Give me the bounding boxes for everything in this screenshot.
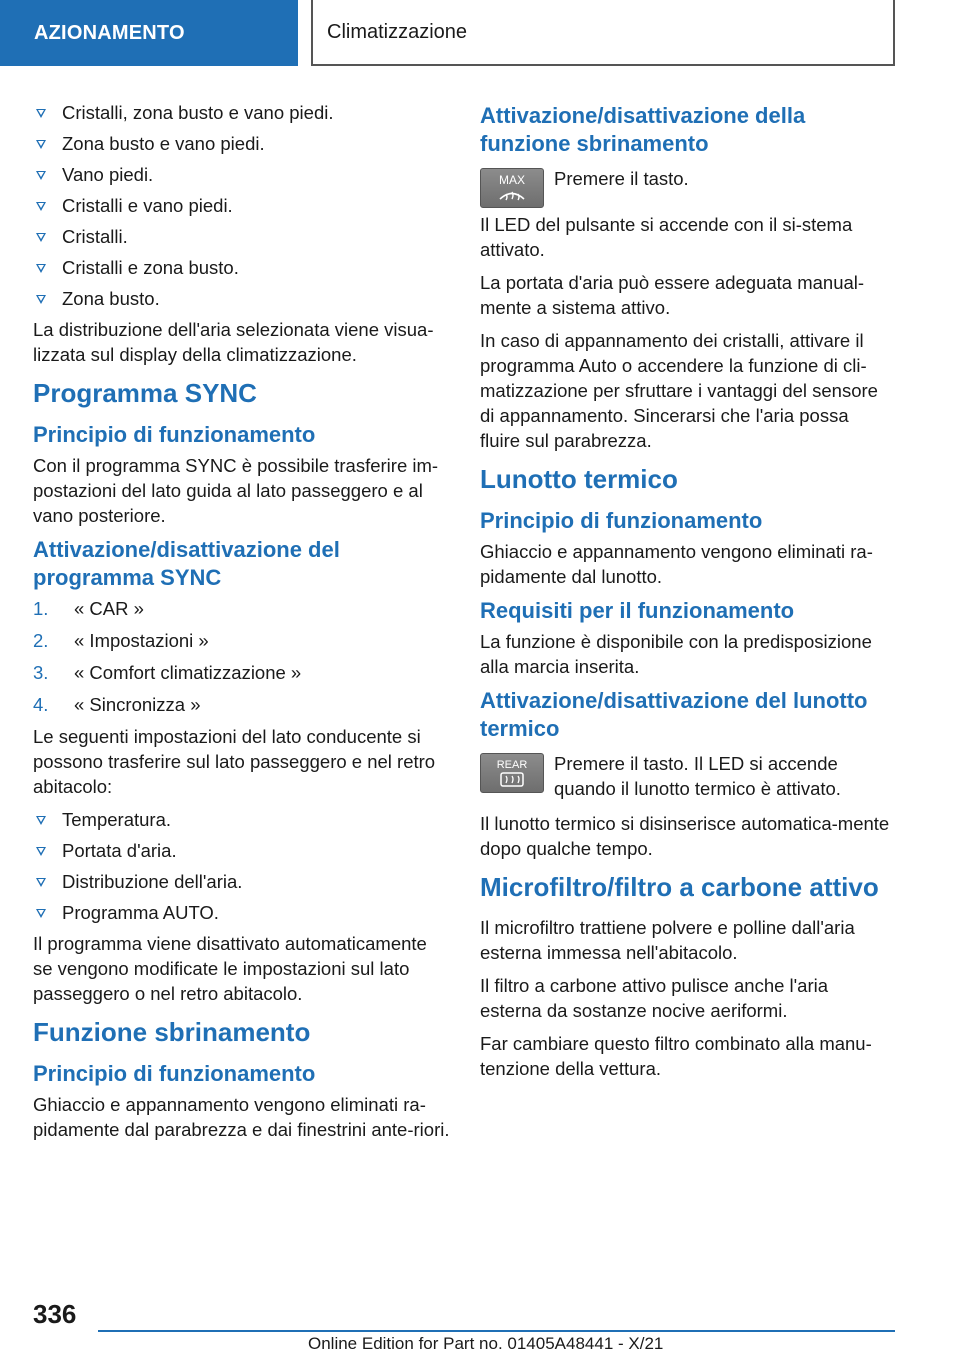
page-header <box>0 0 960 66</box>
triangle-bullet-icon <box>36 233 46 242</box>
defrost-heading: Funzione sbrinamento <box>33 1017 311 1047</box>
right-column <box>480 100 890 1089</box>
edition-note: Online Edition for Part no. 01405A48441 - X/21 <box>308 1334 664 1353</box>
max-defrost-row <box>480 166 890 208</box>
sync-activation-heading: Attivazione/disattivazione del programma SYNC <box>33 537 340 590</box>
left-column <box>33 100 451 1150</box>
sync-deactivation-text: Il programma viene disattivato automaticamente se vengono modificate le impostazioni sul lato passeggero o nel retro abitacolo. <box>33 933 427 1004</box>
step-number: 1. <box>33 598 49 619</box>
triangle-bullet-icon <box>36 816 46 825</box>
page-number: 336 <box>33 1299 77 1329</box>
sync-principle-text: Con il programma SYNC è possibile trasferire im-postazioni del lato guida al lato passeggero e al vano posteriore. <box>33 455 439 526</box>
rear-auto-off-text: Il lunotto termico si disinserisce automatica-mente dopo qualche tempo. <box>480 813 890 859</box>
list-item: 3. « Comfort climatizzazione » <box>33 662 302 683</box>
sync-heading: Programma SYNC <box>33 378 257 408</box>
filter-text-3: Far cambiare questo filtro combinato alla manu-tenzione della vettura. <box>480 1033 872 1079</box>
triangle-bullet-icon <box>36 909 46 918</box>
list-item: Programma AUTO. <box>33 900 451 925</box>
defrost-air-text: La portata d'aria può essere adeguata manual-mente a sistema attivo. <box>480 272 865 318</box>
air-distribution-list <box>33 100 451 311</box>
max-defrost-button-icon <box>480 168 544 208</box>
rear-defrost-button-icon <box>480 753 544 793</box>
list-item: Vano piedi. <box>33 162 451 187</box>
list-item: Zona busto e vano piedi. <box>33 131 451 156</box>
filter-text-1: Il microfiltro trattiene polvere e polline dall'aria esterna immessa nell'abitacolo. <box>480 917 855 963</box>
rear-window-heading: Lunotto termico <box>480 464 678 494</box>
filter-text-2: Il filtro a carbone attivo pulisce anche l'aria esterna da sostanze nocive aeriformi. <box>480 975 829 1021</box>
list-item: Portata d'aria. <box>33 838 451 863</box>
rear-principle-heading: Principio di funzionamento <box>480 508 763 533</box>
list-item: Cristalli e vano piedi. <box>33 193 451 218</box>
list-item: Cristalli. <box>33 224 451 249</box>
triangle-bullet-icon <box>36 295 46 304</box>
rear-label: REAR <box>496 759 528 771</box>
rear-press-text: Premere il tasto. Il LED si accende quando il lunotto termico è attivato. <box>554 753 841 799</box>
triangle-bullet-icon <box>36 847 46 856</box>
list-item: Cristalli, zona busto e vano piedi. <box>33 100 451 125</box>
filter-heading: Microfiltro/filtro a carbone attivo <box>480 872 879 902</box>
triangle-bullet-icon <box>36 202 46 211</box>
max-label: MAX <box>498 173 526 187</box>
triangle-bullet-icon <box>36 109 46 118</box>
rear-activation-heading: Attivazione/disattivazione del lunotto termico <box>480 688 868 741</box>
footer-divider <box>98 1330 895 1332</box>
chapter-title: Climatizzazione <box>311 0 895 66</box>
rear-defrost-row <box>480 751 890 807</box>
step-number: 2. <box>33 630 49 651</box>
list-item: Temperatura. <box>33 807 451 832</box>
list-item: 2. « Impostazioni » <box>33 630 209 651</box>
triangle-bullet-icon <box>36 171 46 180</box>
list-item: 1. « CAR » <box>33 598 144 619</box>
list-item: Distribuzione dell'aria. <box>33 869 451 894</box>
triangle-bullet-icon <box>36 878 46 887</box>
defrost-principle-text: Ghiaccio e appannamento vengono eliminati ra-pidamente dal parabrezza e dai finestrini ante-riori. <box>33 1094 450 1140</box>
step-number: 3. <box>33 662 49 683</box>
rear-requirements-text: La funzione è disponibile con la predisposizione alla marcia inserita. <box>480 631 872 677</box>
sync-settings-list <box>33 807 451 925</box>
defrost-activation-heading: Attivazione/disattivazione della funzione sbrinamento <box>480 103 806 156</box>
defrost-led-text: Il LED del pulsante si accende con il si-stema attivato. <box>480 214 853 260</box>
triangle-bullet-icon <box>36 264 46 273</box>
defrost-principle-heading: Principio di funzionamento <box>33 1061 316 1086</box>
list-item: 4. « Sincronizza » <box>33 694 201 715</box>
sync-transfer-text: Le seguenti impostazioni del lato conducente si possono trasferire sul lato passeggero e nel retro abitacolo: <box>33 726 436 797</box>
sync-steps-list <box>33 596 451 717</box>
list-item: Cristalli e zona busto. <box>33 255 451 280</box>
step-number: 4. <box>33 694 49 715</box>
list-item: Zona busto. <box>33 286 451 311</box>
air-distribution-paragraph: La distribuzione dell'aria selezionata viene visua-lizzata sul display della climatizzazione. <box>33 319 434 365</box>
defrost-press-text: Premere il tasto. <box>554 168 689 189</box>
rear-principle-text: Ghiaccio e appannamento vengono eliminati ra-pidamente dal lunotto. <box>480 541 873 587</box>
rear-requirements-heading: Requisiti per il funzionamento <box>480 598 795 623</box>
sync-principle-heading: Principio di funzionamento <box>33 422 316 447</box>
defrost-fog-text: In caso di appannamento dei cristalli, attivare il programma Auto o accendere la funzione di cli-matizzazione per sfruttare i vantaggi del sensore di appannamento. Sincerarsi che l'aria possa fluire sul parabrezza. <box>480 330 878 451</box>
section-tab: AZIONAMENTO <box>0 0 298 66</box>
triangle-bullet-icon <box>36 140 46 149</box>
